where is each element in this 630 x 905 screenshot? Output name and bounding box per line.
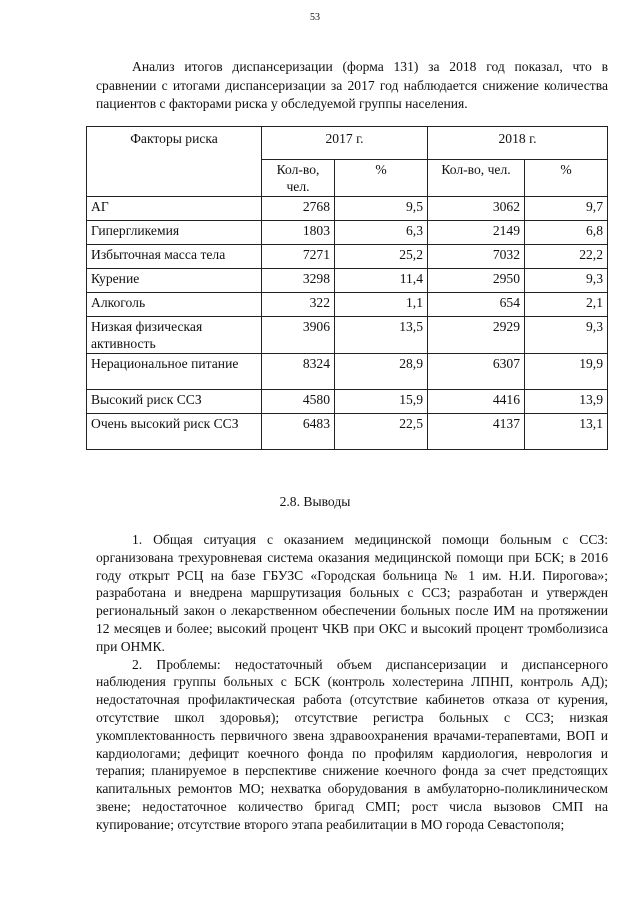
header-factor: Факторы риска	[87, 127, 262, 197]
table-header-row	[87, 127, 608, 160]
conclusions	[96, 531, 608, 834]
intro-paragraph: Анализ итогов диспансеризации (форма 131) за 2018 год показал, что в сравнении с итогами диспансеризации за 2017 год наблюдается снижение количества пациентов с факторами риска у обследуемой группы населения.	[96, 59, 608, 111]
header-pct-2017: %	[335, 160, 428, 197]
cell-count-2018: 2929	[428, 317, 525, 354]
cell-pct-2018: 13,1	[525, 414, 608, 450]
cell-pct-2017: 11,4	[335, 269, 428, 293]
table-row	[87, 390, 608, 414]
cell-pct-2017: 6,3	[335, 221, 428, 245]
cell-pct-2018: 2,1	[525, 293, 608, 317]
cell-factor: Нерациональное питание	[87, 354, 262, 390]
cell-count-2017: 2768	[262, 197, 335, 221]
cell-count-2017: 6483	[262, 414, 335, 450]
cell-count-2017: 8324	[262, 354, 335, 390]
cell-count-2018: 654	[428, 293, 525, 317]
cell-pct-2018: 13,9	[525, 390, 608, 414]
cell-pct-2017: 13,5	[335, 317, 428, 354]
cell-count-2017: 4580	[262, 390, 335, 414]
section-title: 2.8. Выводы	[279, 494, 351, 509]
header-count-2017: Кол-во, чел.	[262, 160, 335, 197]
header-year-2018: 2018 г.	[428, 127, 608, 160]
cell-count-2018: 4137	[428, 414, 525, 450]
cell-pct-2018: 22,2	[525, 245, 608, 269]
header-count-2018: Кол-во, чел.	[428, 160, 525, 197]
cell-count-2017: 322	[262, 293, 335, 317]
cell-count-2018: 2149	[428, 221, 525, 245]
cell-factor: Высокий риск ССЗ	[87, 390, 262, 414]
cell-pct-2017: 15,9	[335, 390, 428, 414]
cell-pct-2017: 9,5	[335, 197, 428, 221]
cell-count-2017: 1803	[262, 221, 335, 245]
cell-pct-2018: 9,7	[525, 197, 608, 221]
cell-count-2018: 2950	[428, 269, 525, 293]
table-row	[87, 269, 608, 293]
cell-pct-2018: 19,9	[525, 354, 608, 390]
cell-count-2017: 3906	[262, 317, 335, 354]
cell-count-2018: 4416	[428, 390, 525, 414]
table-row	[87, 293, 608, 317]
cell-pct-2017: 28,9	[335, 354, 428, 390]
cell-pct-2017: 1,1	[335, 293, 428, 317]
cell-factor: Курение	[87, 269, 262, 293]
table-row	[87, 245, 608, 269]
table-row	[87, 354, 608, 390]
cell-factor: АГ	[87, 197, 262, 221]
page-number: 53	[310, 12, 320, 23]
cell-count-2018: 7032	[428, 245, 525, 269]
cell-pct-2018: 6,8	[525, 221, 608, 245]
cell-count-2017: 3298	[262, 269, 335, 293]
cell-factor: Очень высокий риск ССЗ	[87, 414, 262, 450]
cell-pct-2017: 25,2	[335, 245, 428, 269]
cell-factor: Низкая физическая активность	[87, 317, 262, 354]
table-row	[87, 317, 608, 354]
table-row	[87, 221, 608, 245]
risk-factors-table	[86, 126, 608, 450]
header-year-2017: 2017 г.	[262, 127, 428, 160]
table-row	[87, 197, 608, 221]
cell-pct-2018: 9,3	[525, 317, 608, 354]
table-row	[87, 414, 608, 450]
conclusion-paragraph-2: 2. Проблемы: недостаточный объем диспансеризации и диспансерного наблюдения группы больных с БСК (контроль холестерина ЛПНП, контроль АД); недостаточная профилактическая работа (отсутствие кабинетов отказа от курения, отсутствие школ здоровья); отсутствие регистра больных с ССЗ; низкая укомплектованность первичного звена здравоохранения врачами-терапевтами, ВОП и кардиологами; дефицит коечного фонда по профилям кардиология, неврология и терапия; планируемое в перспективе снижение коечного фонда за счет предстоящих капитальных ремонтов МО; нехватка оборудования в амбулаторно-поликлиническом звене; недостаточное количество бригад СМП; рост числа вызовов СМП на купирование; отсутствие второго этапа реабилитации в МО города Севастополя;	[96, 656, 608, 832]
cell-factor: Гипергликемия	[87, 221, 262, 245]
cell-count-2018: 3062	[428, 197, 525, 221]
conclusion-paragraph-1: 1. Общая ситуация с оказанием медицинской помощи больным с ССЗ: организована трехуровневая система оказания медицинской помощи при БСК; в 2016 году открыт РСЦ на базе ГБУЗС «Городская больница № 1 им. Н.И. Пирогова»; разработана и внедрена маршрутизация больных с ССЗ; разработан и утвержден региональный закон о лекарственном обеспечении больных после ИМ на протяжении 12 месяцев и более; высокий процент ЧКВ при ОКС и высокий процент тромболизиса при ОНМК.	[96, 532, 608, 654]
header-pct-2018: %	[525, 160, 608, 197]
cell-count-2018: 6307	[428, 354, 525, 390]
cell-count-2017: 7271	[262, 245, 335, 269]
cell-factor: Алкоголь	[87, 293, 262, 317]
cell-pct-2018: 9,3	[525, 269, 608, 293]
cell-factor: Избыточная масса тела	[87, 245, 262, 269]
cell-pct-2017: 22,5	[335, 414, 428, 450]
